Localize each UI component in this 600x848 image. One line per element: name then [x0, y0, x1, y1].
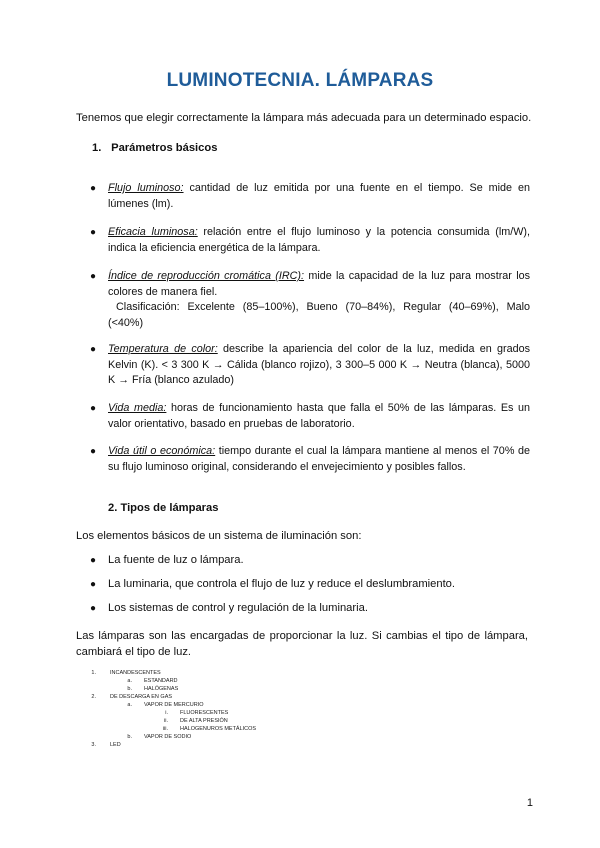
page-title: LUMINOTECNIA. LÁMPARAS: [166, 70, 434, 91]
list-item: [90, 578, 455, 590]
list-item-text: La luminaria, que controla el flujo de luz y reduce el deslumbramiento.: [108, 578, 456, 590]
list-item-text: La fuente de luz o lámpara.: [108, 554, 244, 566]
definition: mide la capacidad de la luz para mostrar los colores de manera fiel.: [108, 270, 530, 298]
outline-number: 2.: [91, 694, 96, 700]
outline-number: a.: [127, 702, 132, 708]
classification-text: Clasificación: Excelente (85–100%), Bueno (70–84%), Regular (40–69%), Malo (<40%): [108, 301, 530, 329]
list-item-text: Los sistemas de control y regulación de la luminaria.: [108, 602, 368, 614]
lamps-paragraph: Las lámparas son las encargadas de proporcionar la luz. Si cambias el tipo de lámpara, cambiará el tipo de luz.: [76, 630, 528, 658]
outline-number: b.: [127, 686, 132, 692]
outline-item: [90, 694, 172, 701]
outline-number: 1.: [91, 670, 96, 676]
outline-item: [90, 742, 121, 749]
outline-item: [126, 702, 204, 709]
term: Vida media:: [108, 402, 167, 414]
outline-item: [126, 686, 178, 693]
bullet-item: [90, 401, 530, 432]
outline-number: 3.: [91, 742, 96, 748]
outline-text: HALÓGENAS: [144, 686, 179, 692]
outline-number: i.: [165, 710, 168, 716]
bullet-icon: ●: [90, 271, 97, 282]
term: Vida útil o económica:: [108, 445, 216, 457]
list-item: [90, 554, 244, 566]
bullet-icon: ●: [90, 403, 97, 414]
outline-text: LED: [110, 742, 121, 748]
outline-text: DE DESCARGA EN GAS: [110, 694, 173, 700]
outline-item: [162, 726, 256, 733]
bullet-icon: ●: [90, 555, 97, 566]
outline-text: HALOGENUROS METÁLICOS: [180, 726, 257, 732]
definition: horas de funcionamiento hasta que falla el 50% de las lámparas. Es un valor orientativo, basado en pruebas de laboratorio.: [108, 402, 530, 430]
bullet-icon: ●: [90, 227, 97, 238]
outline-item: [162, 718, 228, 725]
bullet-item: [90, 225, 530, 256]
bullet-item: [90, 181, 530, 212]
term: Flujo luminoso:: [108, 182, 184, 194]
outline-number: iii.: [162, 726, 168, 732]
bullet-icon: ●: [90, 603, 97, 614]
outline-text: VAPOR DE MERCURIO: [144, 702, 204, 708]
bullet-item: [90, 342, 530, 389]
bullet-icon: ●: [90, 183, 97, 194]
outline-text: DE ALTA PRESIÓN: [180, 718, 228, 724]
bullet-item: [90, 444, 530, 475]
definition: cantidad de luz emitida por una fuente en el tiempo. Se mide en lúmenes (lm).: [108, 182, 530, 210]
bullet-icon: ●: [90, 344, 97, 355]
outline-item: [126, 734, 191, 741]
elements-intro: Los elementos básicos de un sistema de iluminación son:: [76, 530, 362, 542]
outline-text: ESTANDARD: [144, 678, 178, 684]
outline-text: INCANDESCENTES: [110, 670, 161, 676]
term: Eficacia luminosa:: [108, 226, 198, 238]
list-item: [90, 602, 368, 614]
term: Temperatura de color:: [108, 343, 218, 355]
bullet-icon: ●: [90, 446, 97, 457]
bullet-item: [90, 269, 530, 331]
page-number: 1: [526, 797, 533, 809]
outline-number: b.: [127, 734, 132, 740]
outline-item: [126, 678, 178, 685]
outline-text: VAPOR DE SODIO: [144, 734, 192, 740]
bullet-icon: ●: [90, 579, 97, 590]
outline-number: ii.: [164, 718, 168, 724]
definition: tiempo durante el cual la lámpara mantiene al menos el 70% de su flujo luminoso original, considerando el envejecimiento y posibles fallos.: [108, 445, 530, 473]
section-heading-1: [92, 142, 217, 154]
term: Índice de reproducción cromática (IRC):: [108, 270, 305, 282]
outline-text: FLUORESCENTES: [180, 710, 229, 716]
definition: relación entre el flujo luminoso y la potencia consumida (lm/W), indica la eficiencia energética de la lámpara.: [108, 226, 530, 254]
outline-item: [162, 710, 228, 717]
section-number: 1.: [92, 142, 102, 154]
section-heading-2: 2. Tipos de lámparas: [108, 502, 219, 514]
outline-number: a.: [127, 678, 132, 684]
outline-item: [90, 670, 161, 677]
intro-paragraph: Tenemos que elegir correctamente la lámpara más adecuada para un determinado espacio.: [76, 112, 532, 124]
section-label: Parámetros básicos: [111, 142, 218, 154]
definition: describe la apariencia del color de la luz, medida en grados Kelvin (K). < 3 300 K → Cálida (blanco rojizo), 3 300–5 000 K → Neutra (blanca), 5000 K → Fría (blanco azulado): [108, 343, 530, 386]
